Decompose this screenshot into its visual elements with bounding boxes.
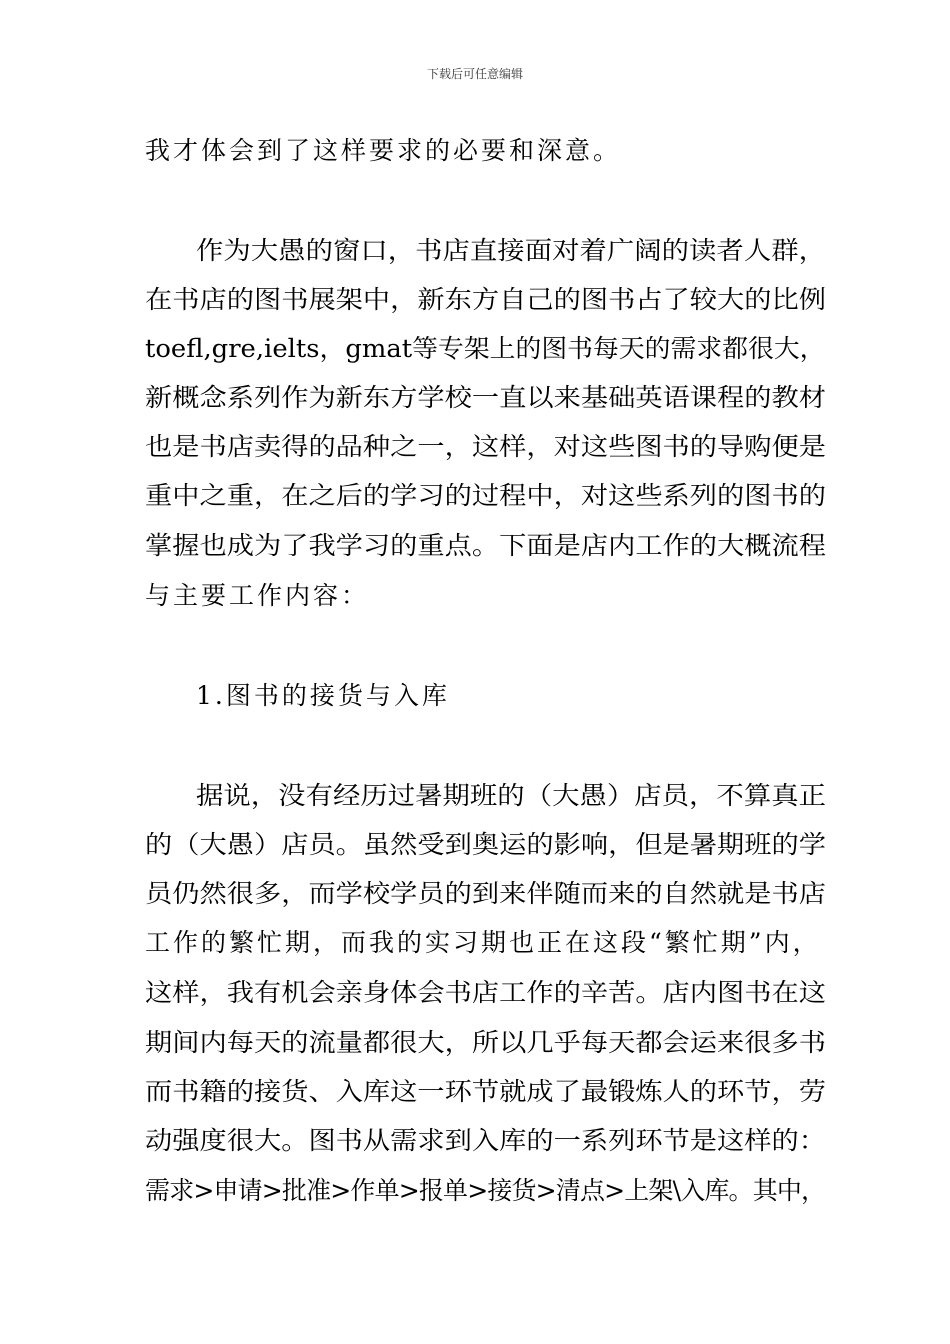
paragraph-line: 动强度很大。图书从需求到入库的一系列环节是这样的： bbox=[145, 1126, 827, 1155]
section-heading: 1.图书的接货与入库 bbox=[196, 681, 450, 710]
paragraph-line: 我才体会到了这样要求的必要和深意。 bbox=[145, 136, 622, 165]
paragraph-line: 工作的繁忙期，而我的实习期也正在这段“繁忙期”内， bbox=[145, 928, 821, 957]
paragraph-line: 掌握也成为了我学习的重点。下面是店内工作的大概流程 bbox=[145, 531, 827, 560]
page-header: 下载后可任意编辑 bbox=[426, 67, 523, 81]
paragraph-line: 这样，我有机会亲身体会书店工作的辛苦。店内图书在这 bbox=[145, 978, 827, 1007]
paragraph-line: 在书店的图书展架中，新东方自己的图书占了较大的比例 bbox=[145, 285, 827, 314]
paragraph-line: 与主要工作内容： bbox=[145, 581, 370, 610]
paragraph-line: 员仍然很多，而学校学员的到来伴随而来的自然就是书店 bbox=[145, 879, 827, 908]
paragraph-line: 需求>申请>批准>作单>报单>接货>清点>上架\入库。其中， bbox=[145, 1176, 826, 1205]
paragraph-line: 期间内每天的流量都很大，所以几乎每天都会运来很多书 bbox=[145, 1028, 827, 1057]
paragraph-line: 的（大愚）店员。虽然受到奥运的影响，但是暑期班的学 bbox=[145, 830, 827, 859]
paragraph-line: 据说，没有经历过暑期班的（大愚）店员，不算真正 bbox=[196, 781, 827, 810]
paragraph-line: 新概念系列作为新东方学校一直以来基础英语课程的教材 bbox=[145, 383, 827, 412]
paragraph-line: 作为大愚的窗口，书店直接面对着广阔的读者人群， bbox=[196, 236, 827, 265]
paragraph-line: 重中之重，在之后的学习的过程中，对这些系列的图书的 bbox=[145, 481, 827, 510]
paragraph-line: 也是书店卖得的品种之一，这样，对这些图书的导购便是 bbox=[145, 432, 827, 461]
paragraph-line: 而书籍的接货、入库这一环节就成了最锻炼人的环节，劳 bbox=[145, 1077, 827, 1106]
paragraph-line: toefl,gre,ielts，gmat等专架上的图书每天的需求都很大， bbox=[145, 334, 826, 363]
